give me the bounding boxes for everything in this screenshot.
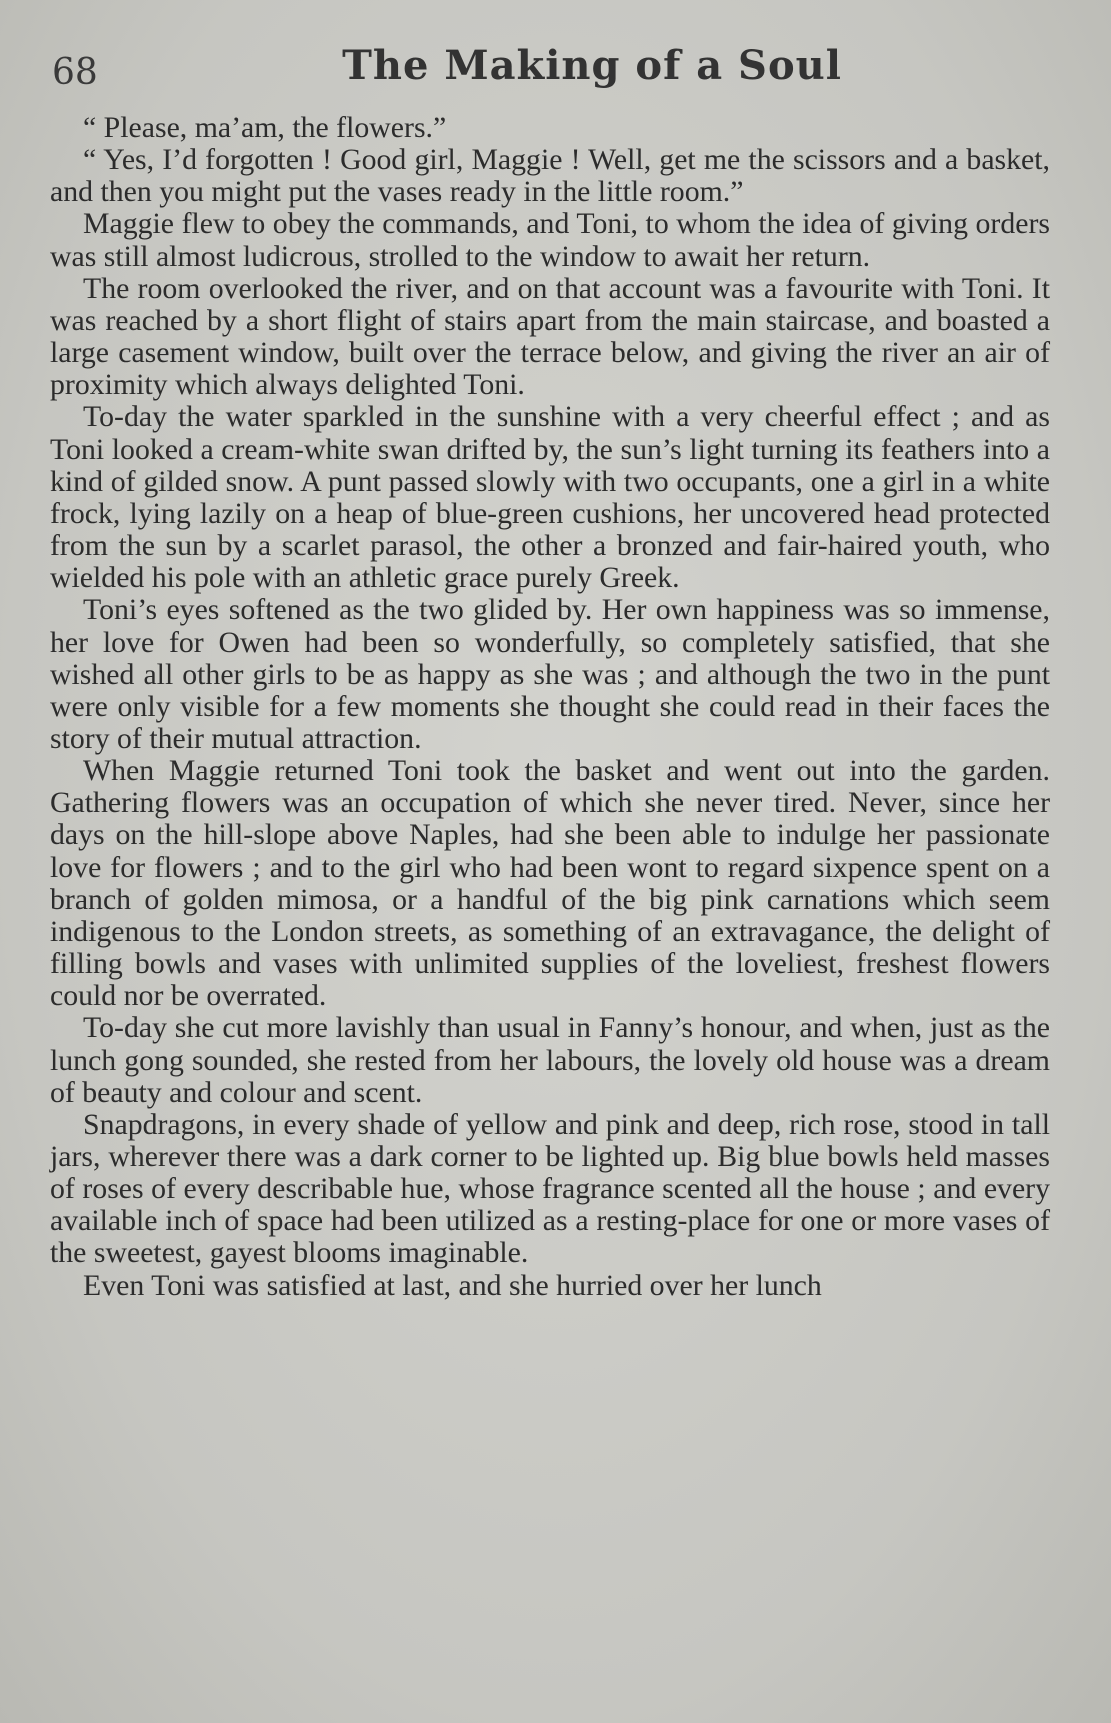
paragraph: “ Please, ma’am, the flowers.” bbox=[83, 111, 447, 144]
paragraph: Maggie flew to obey the commands, and Toni, to whom the idea of giving orders was still almost ludicrous, strolled to the window to await her return. bbox=[50, 207, 1050, 273]
paragraph: To-day she cut more lavishly than usual in Fanny’s honour, and when, just as the lunch gong sounded, she rested from her labours, the lovely old house was a dream of beauty and colour and scent. bbox=[50, 1011, 1050, 1109]
paragraph: When Maggie returned Toni took the basket and went out into the garden. Gathering flowers was an occupation of which she never tired. Never, since her days on the hill-slope above Naples, had she been able to indulge her passionate love for flowers ; and to the girl who had been wont to regard sixpence spent on a branch of golden mimosa, or a handful of the big pink carnations which seem indigenous to the London streets, as something of an extravagance, the delight of filling bowls and vases with unlimited supplies of the loveliest, freshest flowers could nor be overrated. bbox=[50, 754, 1050, 1013]
page-header bbox=[52, 42, 1052, 112]
body-text bbox=[50, 112, 1050, 1302]
paragraph: To-day the water sparkled in the sunshine with a very cheerful effect ; and as Toni looked a cream-white swan drifted by, the sun’s light turning its feathers into a kind of gilded snow. A punt passed slowly with two occupants, one a girl in a white frock, lying lazily on a heap of blue-green cushions, her uncovered head protected from the sun by a scarlet parasol, the other a bronzed and fair-haired youth, who wielded his pole with an athletic grace purely Greek. bbox=[50, 400, 1050, 595]
page-number: 68 bbox=[52, 52, 98, 93]
paragraph: “ Yes, I’d forgotten ! Good girl, Maggie ! Well, get me the scissors and a basket, and then you might put the vases ready in the little room.” bbox=[50, 143, 1050, 209]
paragraph: Even Toni was satisfied at last, and she hurried over her lunch bbox=[83, 1268, 822, 1302]
paragraph: Toni’s eyes softened as the two glided by. Her own happiness was so immense, her love for Owen had been so wonderfully, so completely satisfied, that she wished all other girls to be as happy as she was ; and although the two in the punt were only visible for a few moments she thought she could read in their faces the story of their mutual attraction. bbox=[50, 593, 1050, 755]
paragraph: Snapdragons, in every shade of yellow and pink and deep, rich rose, stood in tall jars, wherever there was a dark corner to be lighted up. Big blue bowls held masses of roses of every describable hue, whose fragrance scented all the house ; and every available inch of space had been utilized as a resting-place for one or more vases of the sweetest, gayest blooms imaginable. bbox=[50, 1107, 1050, 1270]
running-title: The Making of a Soul bbox=[342, 42, 842, 89]
paragraph: The room overlooked the river, and on that account was a favourite with Toni. It was reached by a short flight of stairs apart from the main staircase, and boasted a large casement window, built over the terrace below, and giving the river an air of proximity which always delighted Toni. bbox=[50, 271, 1050, 402]
